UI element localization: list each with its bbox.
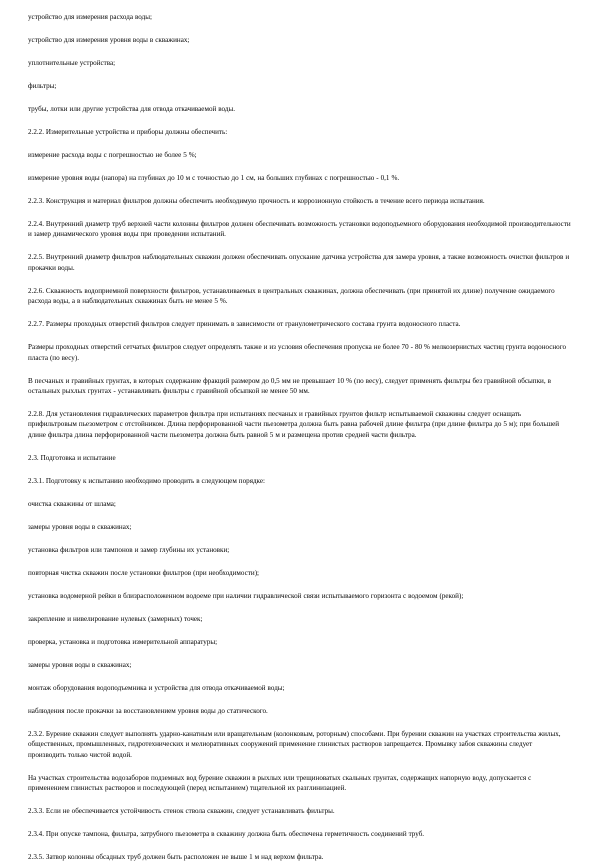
clause-2-2-6: 2.2.6. Скважность водоприемной поверхности фильтров, устанавливаемых в центральных скважинах, должна обеспечивать (при принятой их длине) получение ожидаемого расхода воды, а в наблюдательных скважинах быть не менее 5 %.	[28, 286, 555, 306]
body-paragraph: В песчаных и гравийных грунтах, в которых содержание фракций размером до 0,5 мм не превышает 10 % (по весу), следует применять фильтры без гравийной обсыпки, в остальных рыхлых грунтах - устанавливать фильтры с гравийной обсыпкой не менее 50 мм.	[28, 376, 551, 396]
list-item: повторная чистка скважин после установки фильтров (при необходимости);	[28, 568, 260, 577]
list-item: очистка скважины от шлама;	[28, 499, 116, 508]
clause-2-2-2: 2.2.2. Измерительные устройства и приборы должны обеспечить:	[28, 128, 228, 136]
list-item: трубы, лотки или другие устройства для отвода откачиваемой воды.	[28, 105, 236, 113]
clause-2-2-5: 2.2.5. Внутренний диаметр фильтров наблюдательных скважин должен обеспечивать опускание датчика устройства для замера уровня, а также возможность очистки фильтров и прокачки воды.	[28, 253, 570, 272]
body-paragraph: Размеры проходных отверстий сетчатых фильтров следует определять также и из условия обеспечения пропуска не более 70 - 80 % мелкозернистых частиц грунта водоносного пласта (по весу).	[28, 343, 566, 362]
clause-2-3-4: 2.3.4. При опуске тампона, фильтра, затрубного пьезометра в скважину должна быть обеспечена герметичность соединений труб.	[28, 830, 425, 839]
list-item: измерение уровня воды (напора) на глубинах до 10 м с точностью до 1 см, на больших глубинах с погрешностью - 0,1 %.	[28, 174, 400, 182]
section-heading: 2.3. Подготовка и испытание	[28, 453, 116, 462]
list-item: фильтры;	[28, 82, 57, 90]
clause-2-3-2: 2.3.2. Бурение скважин следует выполнять ударно-канатным или вращательным (колонковым, роторным) способами. При бурении скважин на участках строительства жилых, общественных, промышленных, гидротехнических и мелиоративных сооружений применение глинистых растворов запрещается. Промывку забоя скважины следует производить только чистой водой.	[28, 729, 561, 759]
clause-2-3-3: 2.3.3. Если не обеспечивается устойчивость стенок ствола скважин, следует устанавливать фильтры.	[28, 807, 335, 816]
clause-2-2-8: 2.2.8. Для установления гидравлических параметров фильтра при испытаниях песчаных и гравийных грунтов фильтр испытываемой скважины следует оснащать прифильтровым пьезометром с отстойником. Длина перфорированной части пьезометра должна быть равна рабочей длине фильтра (при длине фильтра до 5 м); при большей длине фильтра длина перфорированной части пьезометра должна быть равной 5 м и размещена против средней части фильтра.	[28, 410, 560, 439]
document-page	[28, 12, 571, 862]
list-item: закрепление и нивелирование нулевых (замерных) точек;	[28, 614, 203, 623]
list-item: монтаж оборудования водоподъемника и устройства для отвода откачиваемой воды;	[28, 683, 285, 692]
body-paragraph: На участках строительства водозаборов подземных вод бурение скважин в рыхлых или трещиноватых скальных грунтах, содержащих напорную воду, допускается с применением глинистых растворов и последующей (перед испытанием) тщательной их разглинизацией.	[28, 773, 532, 793]
list-item: наблюдения после прокачки за восстановлением уровня воды до статического.	[28, 706, 268, 715]
list-item: уплотнительные устройства;	[28, 59, 116, 67]
list-item: проверка, установка и подготовка измерительной аппаратуры;	[28, 637, 218, 646]
clause-2-2-3: 2.2.3. Конструкция и материал фильтров должны обеспечить необходимую прочность и коррозионную стойкость в течение всего периода испытания.	[28, 197, 485, 205]
list-item: замеры уровня воды в скважинах;	[28, 522, 132, 531]
list-item: измерение расхода воды с погрешностью не более 5 %;	[28, 151, 197, 159]
clause-2-2-7: 2.2.7. Размеры проходных отверстий фильтров следует принимать в зависимости от гранулометрического состава грунта водоносного пласта.	[28, 320, 461, 329]
clause-2-3-1: 2.3.1. Подготовку к испытанию необходимо проводить в следующем порядке:	[28, 476, 265, 485]
list-item: установка водомерной рейки в близрасположенном водоеме при наличии гидравлической связи испытываемого горизонта с водоемом (рекой);	[28, 591, 464, 600]
list-item: установка фильтров или тампонов и замер глубины их установки;	[28, 545, 230, 554]
clause-2-3-5: 2.3.5. Затвор колонны обсадных труб должен быть расположен не выше 1 м над верхом фильтра.	[28, 853, 324, 862]
list-item: замеры уровня воды в скважинах;	[28, 660, 132, 669]
list-item: устройство для измерения уровня воды в скважинах;	[28, 36, 190, 44]
list-item: устройство для измерения расхода воды;	[28, 13, 152, 21]
clause-2-2-4: 2.2.4. Внутренний диаметр труб верхней части колонны фильтров должен обеспечивать возможность установки водоподъемного оборудования необходимой производительности и замер динамического уровня воды при проведении испытаний.	[28, 220, 571, 239]
